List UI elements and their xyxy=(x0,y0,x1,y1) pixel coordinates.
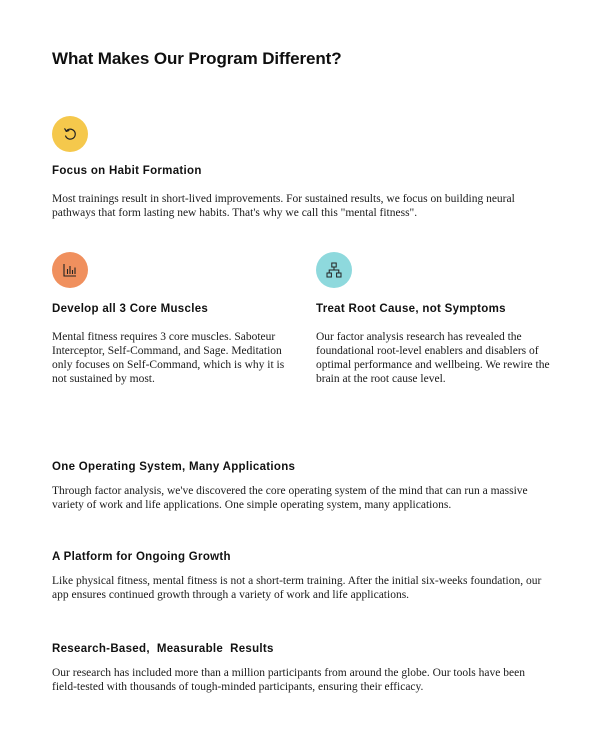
root-text: Our factor analysis research has revealed the foundational root-level enablers and disablers of optimal performance and wellbeing. We rewire the brain at the root cause level. xyxy=(316,331,550,385)
muscles-text: Mental fitness requires 3 core muscles. Saboteur Interceptor, Self-Command, and Sage. Meditation only focuses on Self-Command, which is why it is not sustained by most. xyxy=(52,331,285,385)
hierarchy-icon xyxy=(316,252,352,288)
refresh-icon xyxy=(52,116,88,152)
hierarchy-icon-glyph xyxy=(325,261,343,279)
root-heading: Treat Root Cause, not Symptoms xyxy=(316,303,506,315)
habit-text: Most trainings result in short-lived improvements. For sustained results, we focus on building neural pathways that form lasting new habits. That's why we call this "mental fitness". xyxy=(52,193,515,219)
page-title: What Makes Our Program Different? xyxy=(52,49,342,68)
os-heading: One Operating System, Many Applications xyxy=(52,461,296,473)
bar-chart-icon xyxy=(52,252,88,288)
research-text: Our research has included more than a million participants from around the globe. Our tools have been field-tested with thousands of tough-minded participants, ensuring their efficacy. xyxy=(52,667,525,693)
bar-chart-icon-glyph xyxy=(61,261,79,279)
platform-text: Like physical fitness, mental fitness is not a short-term training. After the initial six-weeks foundation, our app ensures continued growth through a variety of work and life applications. xyxy=(52,575,542,601)
refresh-icon-glyph xyxy=(62,126,78,142)
muscles-heading: Develop all 3 Core Muscles xyxy=(52,303,209,315)
habit-heading: Focus on Habit Formation xyxy=(52,165,202,177)
os-text: Through factor analysis, we've discovered the core operating system of the mind that can run a massive variety of work and life applications. One simple operating system, many applications. xyxy=(52,485,528,511)
platform-heading: A Platform for Ongoing Growth xyxy=(52,551,231,563)
research-heading: Research-Based, Measurable Results xyxy=(52,643,274,655)
